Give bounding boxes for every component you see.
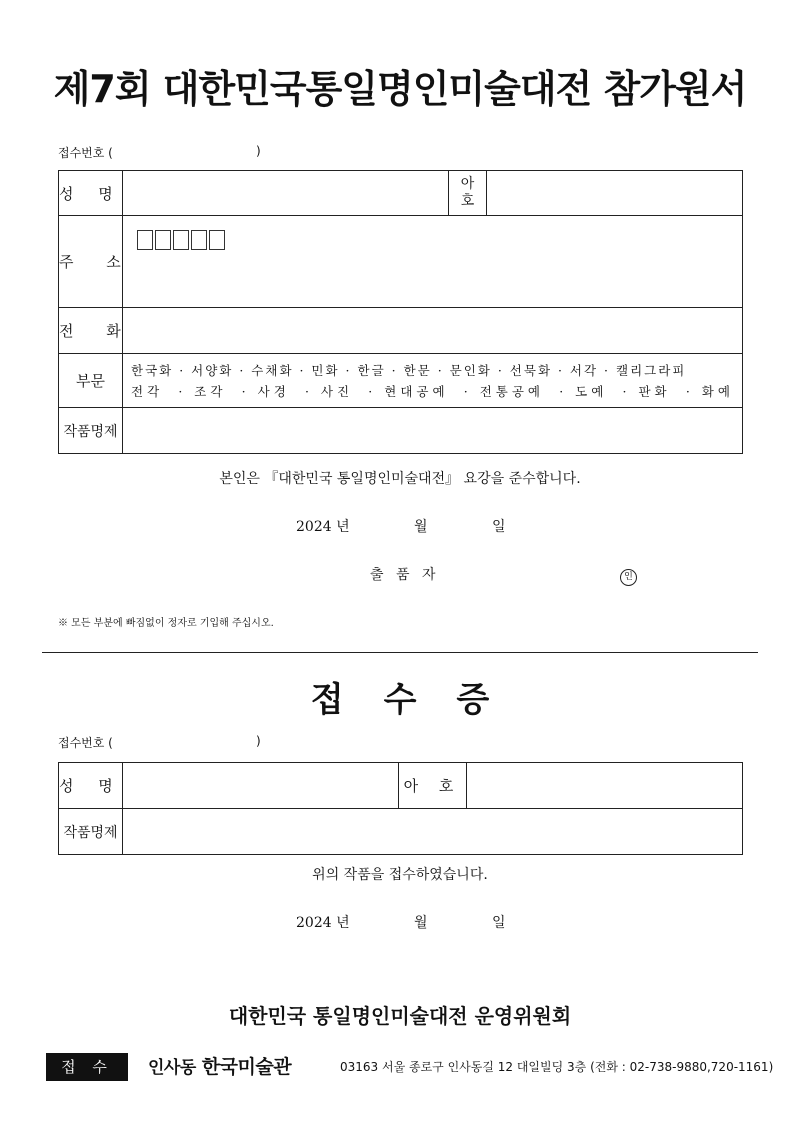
receipt-name-label: 성 명 [59,763,123,809]
form-title: 제7회 대한민국통일명인미술대전 참가원서 [53,67,747,111]
receipt-number-row-2 [58,734,278,751]
postal-box[interactable] [137,230,153,250]
receipt-number-label: 접수번호 ( [58,146,113,160]
application-date-day: 일 [492,519,506,535]
address-field[interactable] [123,216,743,308]
department-item[interactable]: · 현대공예 [368,383,449,399]
phone-field[interactable] [123,308,743,354]
application-date-year: 2024 년 [296,519,350,535]
pen-name-label-1: 아 [460,176,475,192]
receipt-number-close: ) [256,144,261,158]
museum-address: 03163 서울 종로구 인사동길 12 대일빌딩 3층 (전화 : 02-738-9880,720-1161) [340,1060,774,1074]
reception-label: 접 수 처 [46,1053,128,1081]
department-line-2[interactable] [123,381,742,402]
department-item[interactable]: · 도예 [559,383,608,399]
application-date-month: 월 [414,519,428,535]
receipt-number-close: ) [256,734,261,748]
department-line-1[interactable]: 한국화 · 서양화 · 수채화 · 민화 · 한글 · 한문 · 문인화 · 선묵화 · 서각 · 캘리그라피 [131,362,687,378]
department-label: 부문 [59,354,123,408]
work-title-field[interactable] [123,408,743,454]
receipt-confirm-text: 위의 작품을 접수하였습니다. [312,867,488,883]
department-item[interactable]: · 조각 [178,383,227,399]
postal-box[interactable] [191,230,207,250]
receipt-work-title-label: 작품명제 [59,809,123,855]
applicant-signature-field[interactable] [450,560,610,584]
receipt-table [58,762,743,855]
application-table [58,170,743,454]
receipt-pen-name-field[interactable] [467,763,743,809]
department-item[interactable]: · 판화 [622,383,671,399]
work-title-label: 작품명제 [59,408,123,454]
applicant-label: 출 품 자 [370,567,440,583]
committee-name: 대한민국 통일명인미술대전 운영위원회 [228,1004,572,1028]
museum-logo-small: 인사동 [148,1058,196,1078]
department-item[interactable]: · 사경 [241,383,290,399]
postal-code-boxes[interactable] [137,230,742,250]
receipt-number-row [58,144,278,161]
name-label: 성 명 [59,171,123,216]
department-item[interactable]: · 화예 [685,383,734,399]
receipt-date-day: 일 [492,915,506,931]
pledge-text: 본인은 『대한민국 통일명인미술대전』 요강을 준수합니다. [219,471,581,487]
museum-logo-big: 한국미술관 [201,1056,292,1078]
receipt-date-month: 월 [414,915,428,931]
department-item[interactable]: · 전통공예 [463,383,544,399]
postal-box[interactable] [209,230,225,250]
pen-name-label-2: 호 [460,193,475,209]
department-item[interactable]: · 사진 [304,383,354,399]
pen-name-field[interactable] [487,171,743,216]
department-options[interactable] [123,354,743,408]
receipt-number-label: 접수번호 ( [58,736,113,750]
phone-label: 전 화 [59,308,123,354]
receipt-date-year: 2024 년 [296,915,350,931]
address-label: 주 소 [59,216,123,308]
postal-box[interactable] [155,230,171,250]
instruction-note: ※ 모든 부분에 빠짐없이 정자로 기입해 주십시오. [58,618,274,629]
department-item[interactable]: 전각 [131,383,164,399]
receipt-pen-name-label: 아 호 [399,763,467,809]
postal-box[interactable] [173,230,189,250]
section-divider [42,652,758,653]
seal-mark: 인 [620,569,637,586]
receipt-name-field[interactable] [123,763,399,809]
receipt-work-title-field[interactable] [123,809,743,855]
pen-name-label [449,171,487,216]
museum-logo [148,1052,291,1079]
receipt-title: 접수증 [310,680,530,720]
name-field[interactable] [123,171,449,216]
